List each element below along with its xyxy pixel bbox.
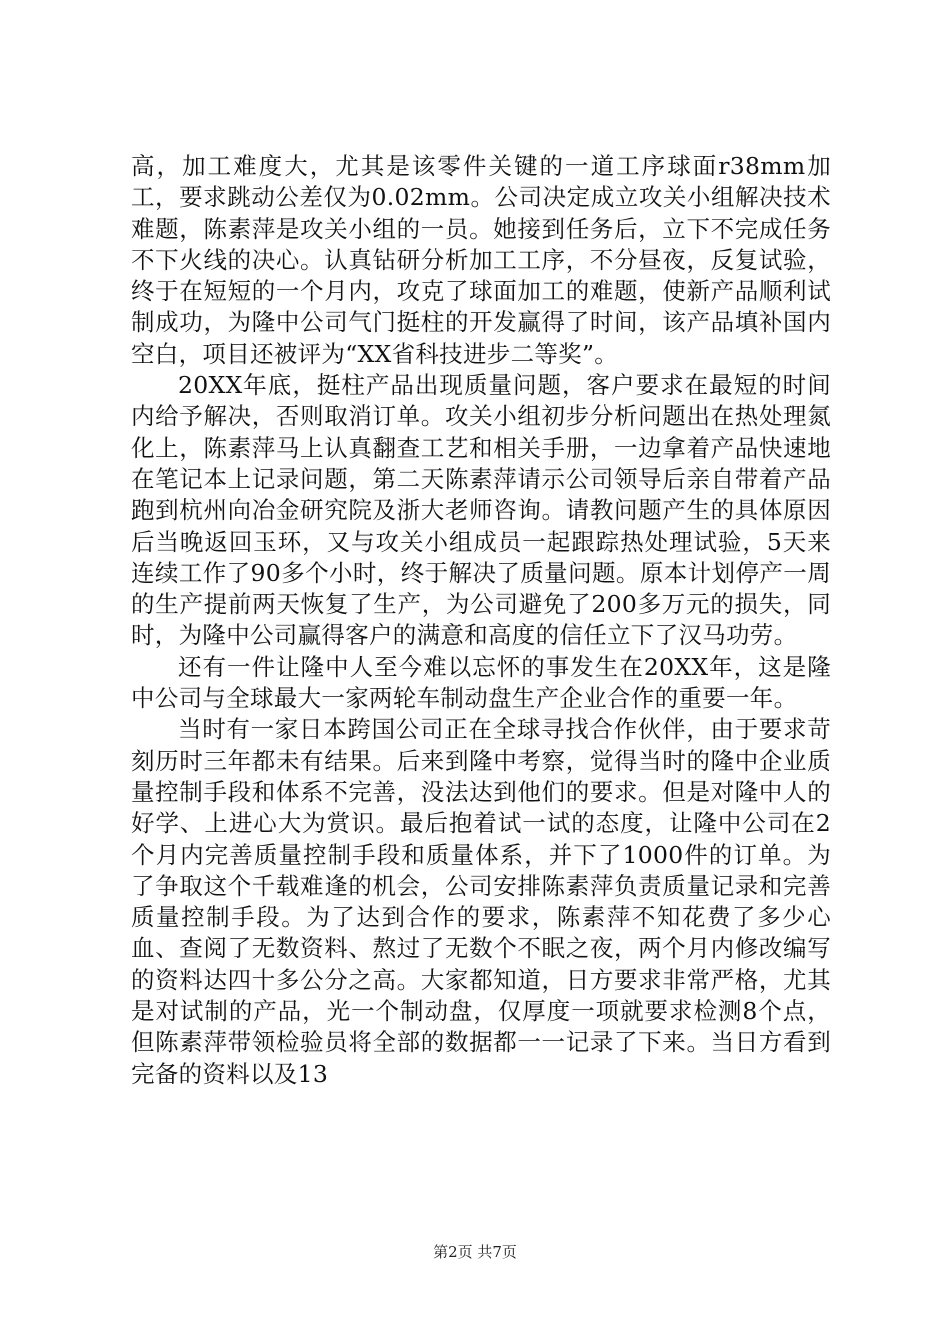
paragraph-2: 20XX年底，挺柱产品出现质量问题，客户要求在最短的时间内给予解决，否则取消订单。攻关小组初步分析问题出在热处理氮化上，陈素萍马上认真翻查工艺和相关手册，一边拿着产品快速地在笔记本上记录问题，第二天陈素萍请示公司领导后亲自带着产品跑到杭州向冶金研究院及浙大老师咨询。请教问题产生的具体原因后当晚返回玉环，又与攻关小组成员一起跟踪热处理试验，5天来连续工作了90多个小时，终于解决了质量问题。原本计划停产一周的生产提前两天恢复了生产，为公司避免了200多万元的损失，同时，为隆中公司赢得客户的满意和高度的信任立下了汉马功劳。 <box>131 371 831 650</box>
paragraph-4: 当时有一家日本跨国公司正在全球寻找合作伙伴，由于要求苛刻历时三年都未有结果。后来到隆中考察，觉得当时的隆中企业质量控制手段和体系不完善，没法达到他们的要求。但是对隆中人的好学、上进心大为赏识。最后抱着试一试的态度，让隆中公司在2个月内完善质量控制手段和质量体系，并下了1000件的订单。为了争取这个千载难逢的机会，公司安排陈素萍负责质量记录和完善质量控制手段。为了达到合作的要求，陈素萍不知花费了多少心血、查阅了无数资料、熬过了无数个不眠之夜，两个月内修改编写的资料达四十多公分之高。大家都知道，日方要求非常严格，尤其是对试制的产品，光一个制动盘，仅厚度一项就要求检测8个点，但陈素萍带领检验员将全部的数据都一一记录了下来。当日方看到完备的资料以及13 <box>131 715 831 1088</box>
page-footer: 第2页 共7页 <box>433 1243 517 1261</box>
paragraph-1: 高，加工难度大，尤其是该零件关键的一道工序球面r38mm加工，要求跳动公差仅为0.02mm。公司决定成立攻关小组解决技术难题，陈素萍是攻关小组的一员。她接到任务后，立下不完成任务不下火线的决心。认真钻研分析加工工序，不分昼夜，反复试验，终于在短短的一个月内，攻克了球面加工的难题，使新产品顺利试制成功，为隆中公司气门挺柱的开发赢得了时间，该产品填补国内空白，项目还被评为“XX省科技进步二等奖”。 <box>131 152 831 368</box>
document-body <box>131 151 831 1090</box>
paragraph-3: 还有一件让隆中人至今难以忘怀的事发生在20XX年，这是隆中公司与全球最大一家两轮车制动盘生产企业合作的重要一年。 <box>131 652 831 713</box>
